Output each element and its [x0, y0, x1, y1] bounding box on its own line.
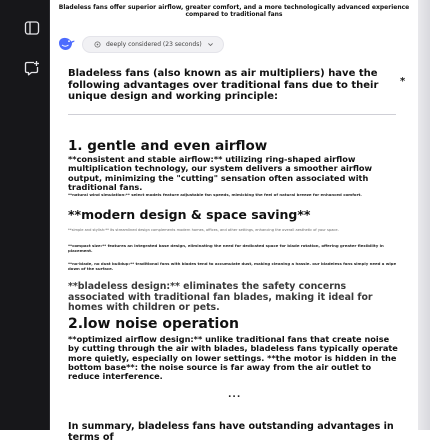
- paragraph-bladeless-safety: **bladeless design:** eliminates the safety concerns associated with traditional fan blades, making it ideal for homes with children or pets.: [68, 281, 373, 313]
- sidebar-toggle-icon: [24, 20, 40, 36]
- summary-paragraph: In summary, bladeless fans have outstanding advantages in terms of: [68, 421, 394, 443]
- note-no-dust: **no-blade, no dust buildup:** traditional fans with blades tend to accumulate dust, making cleaning a hassle. our bladeless fans simply need a wipe down of the surface.: [68, 261, 397, 271]
- left-sidebar-rail: [0, 0, 50, 430]
- section-heading-noise: 2.low noise operation: [68, 316, 239, 332]
- ellipsis: ...: [228, 390, 242, 400]
- thinking-icon: [94, 41, 101, 48]
- section-heading-airflow: 1. gentle and even airflow: [68, 138, 268, 154]
- note-simple-stylish: **simple and stylish:** its streamlined design complements modern homes, offices, and other settings, enhancing the overall aesthetic of your space.: [68, 228, 339, 232]
- chat-main: [50, 0, 418, 443]
- section-heading-design: **modern design & space saving**: [68, 207, 311, 222]
- thinking-toggle[interactable]: [82, 36, 224, 53]
- paragraph-airflow: **consistent and stable airflow:** utilizing ring-shaped airflow multiplication technology, our system delivers a smoother airflow output, minimizing the "cutting" sensation often associated with traditional fans.: [68, 154, 373, 192]
- user-question: Bladeless fans offer superior airflow, greater comfort, and a more technologically advanced experience compared to traditional fans: [58, 4, 410, 18]
- chevron-down-icon: [207, 41, 214, 48]
- section-divider: [68, 114, 396, 115]
- sidebar-toggle-button[interactable]: [22, 18, 42, 38]
- new-chat-icon: [24, 60, 40, 76]
- window-edge-scrollbar[interactable]: [418, 0, 430, 430]
- note-compact-size: **compact size:** features an integrated base design, eliminating the need for dedicated space for blade rotation, offering greater flexibility in placement.: [68, 243, 384, 253]
- note-natural-wind: **natural wind simulation:** select models feature adjustable fan speeds, mimicking the feel of natural breeze for enhanced comfort.: [68, 192, 362, 197]
- answer-intro: Bladeless fans (also known as air multipliers) have the following advantages over traditional fans due to their unique design and working principle:: [68, 68, 379, 102]
- intro-marker: *: [400, 76, 406, 87]
- paragraph-noise: **optimized airflow design:** unlike traditional fans that create noise by cutting through the air with blades, bladeless fans typically operate more quietly, especially on lower settings. **the motor is hidden in the bottom base**: the noise source is far away from the air outlet to reduce interference.: [68, 334, 398, 382]
- new-chat-button[interactable]: [22, 58, 42, 78]
- assistant-logo-icon: [58, 36, 76, 52]
- thinking-label: deeply considered (23 seconds): [106, 41, 202, 48]
